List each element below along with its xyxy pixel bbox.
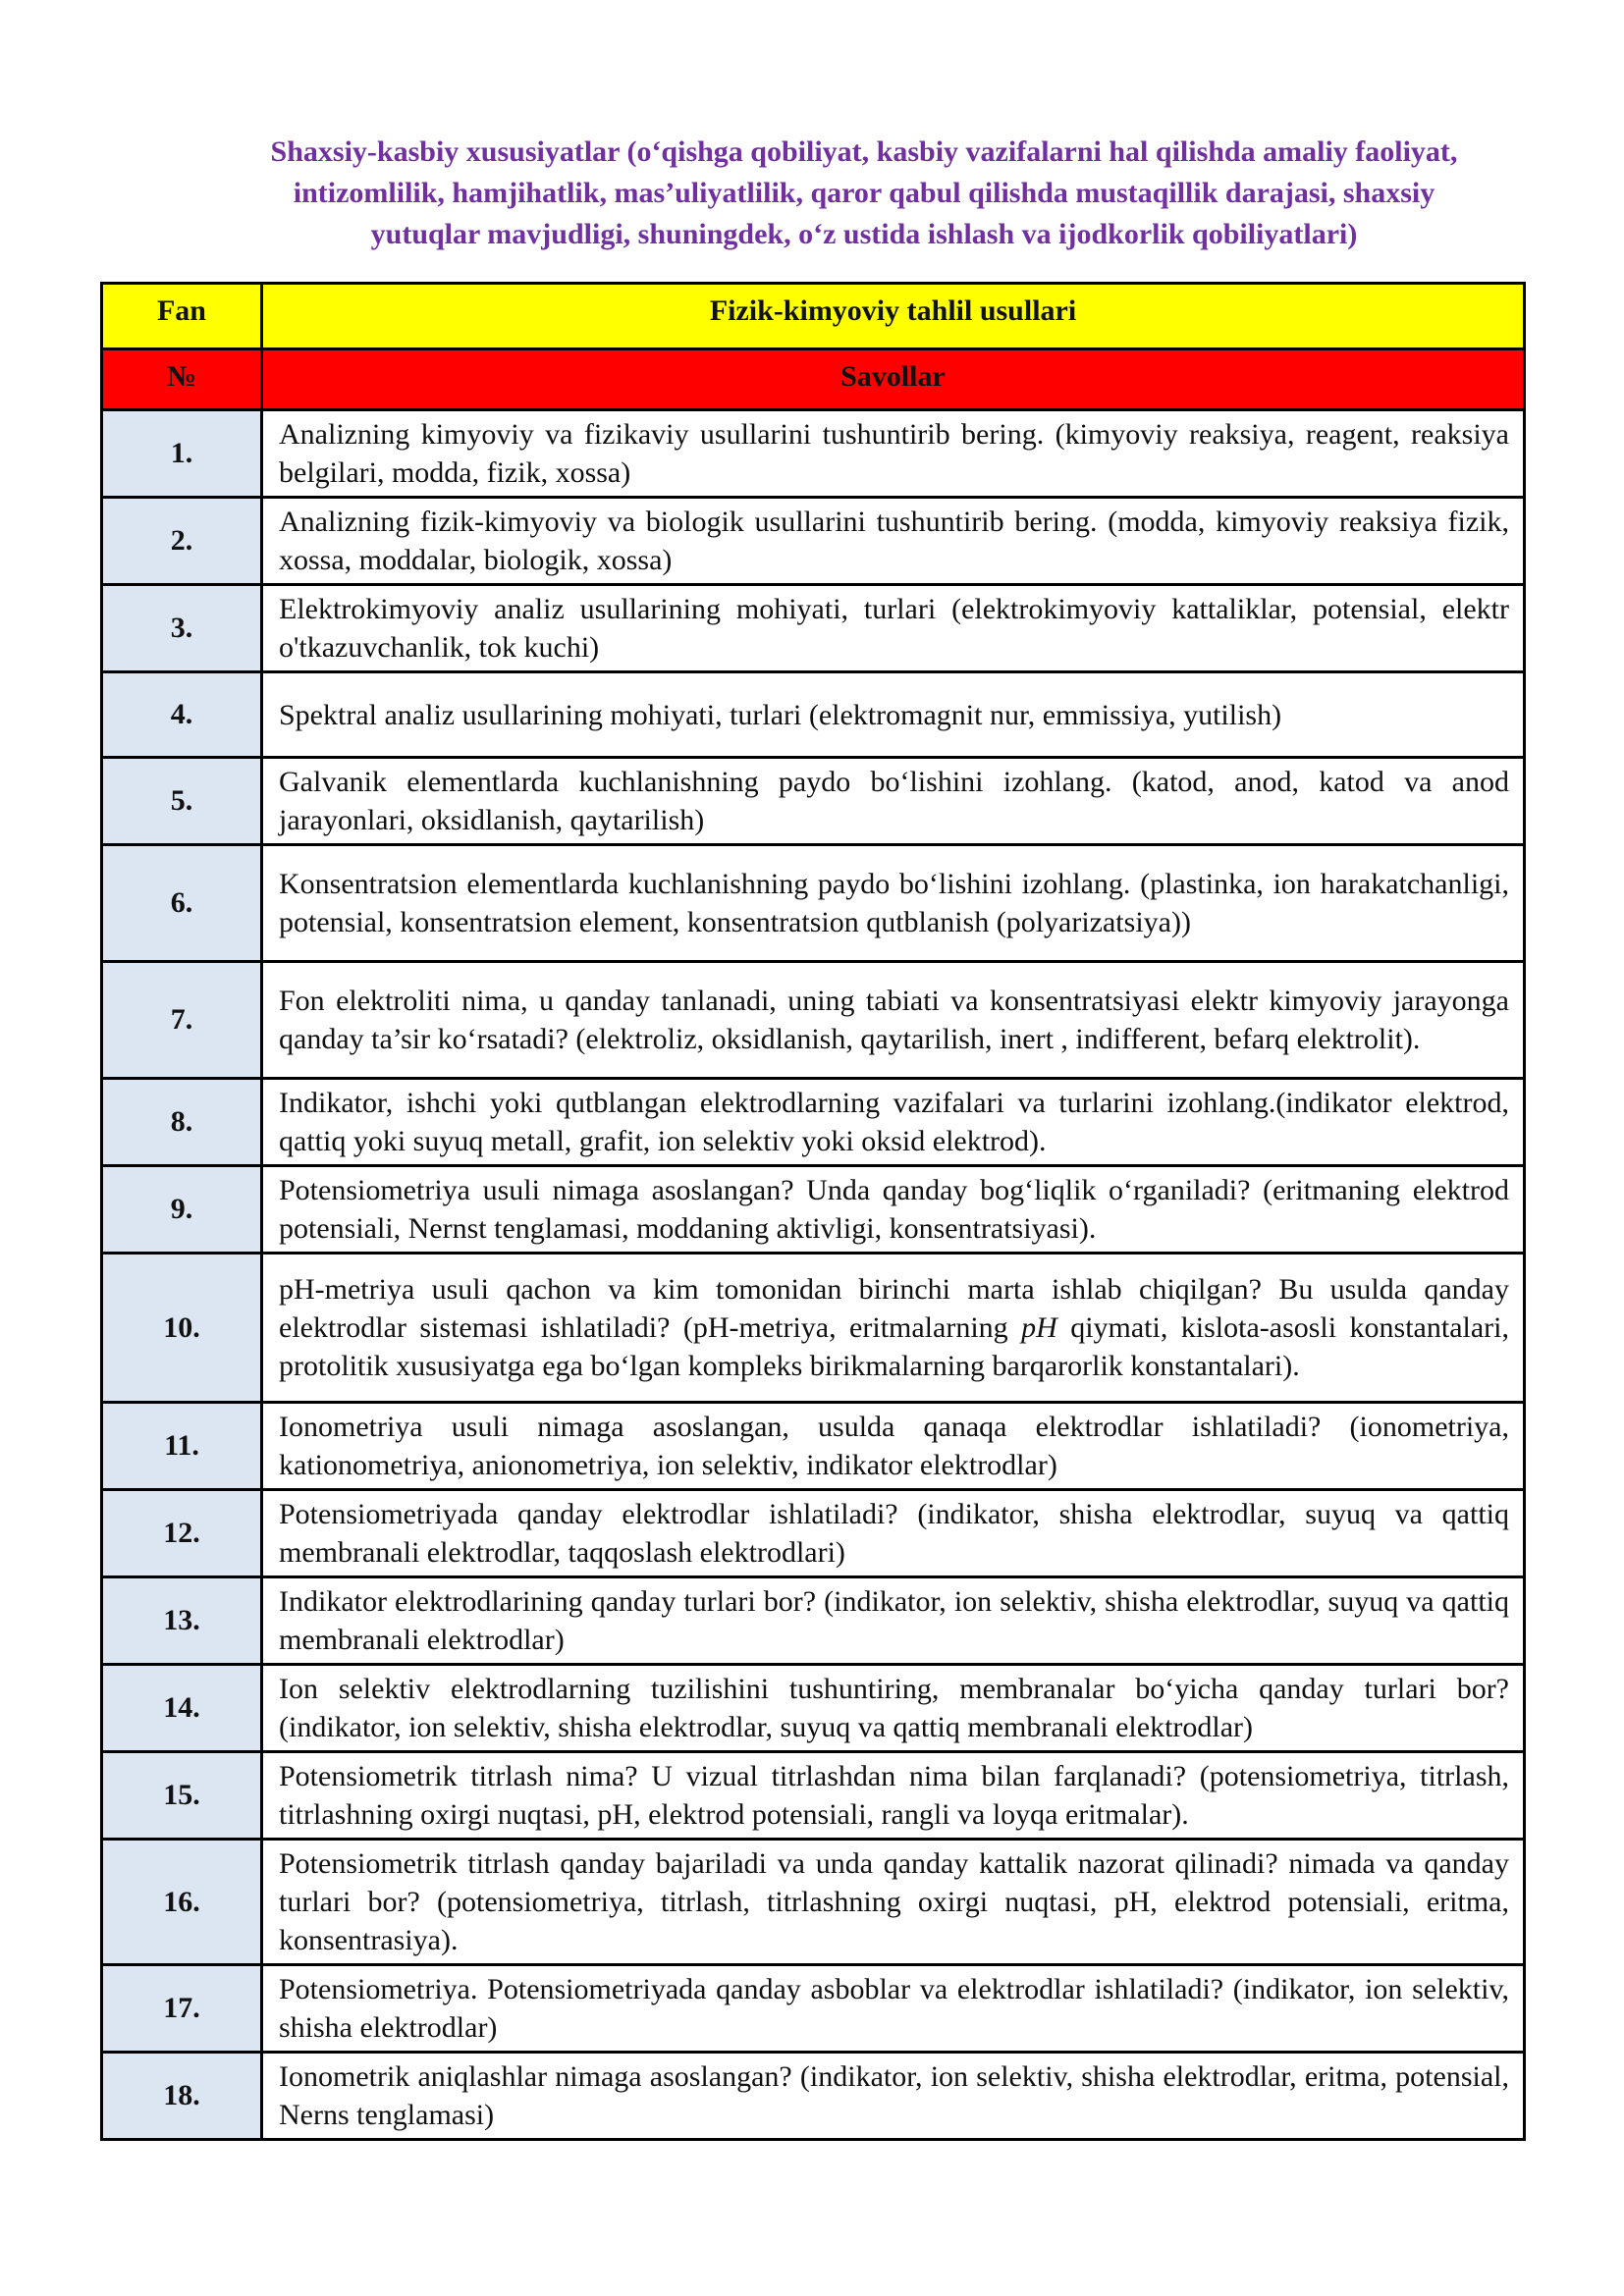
question-text: Potensiometrik titrlash nima? U vizual titrlashdan nima bilan farqlanadi? (potensiometriya, titrlash, titrlashning oxirgi nuqtasi, pH, elektrod potensiali, rangli va loyqa eritmalar).: [262, 1752, 1525, 1840]
question-text-part: pH-metriya usuli qachon va kim tomonidan birinchi marta ishlab chiqilgan? Bu usulda qanday elektrodlar sistemasi ishlatiladi? (pH-metriya, eritmalarning: [279, 1273, 1509, 1344]
page-heading: [187, 132, 1542, 255]
row-number: 11.: [102, 1403, 262, 1490]
heading-line-1: Shaxsiy-kasbiy xususiyatlar (oʻqishga qobiliyat, kasbiy vazifalarni hal qilishda amaliy faoliyat,: [270, 135, 1458, 168]
row-number: 13.: [102, 1577, 262, 1665]
table-row: [102, 1490, 1525, 1577]
row-number: 18.: [102, 2053, 262, 2140]
table-row: [102, 1665, 1525, 1752]
table-row: [102, 672, 1525, 758]
table-row: [102, 1840, 1525, 1965]
table-row: [102, 845, 1525, 962]
table-row: [102, 1079, 1525, 1166]
question-text: Fon elektroliti nima, u qanday tanlanadi, uning tabiati va konsentratsiyasi elektr kimyoviy jarayonga qanday ta’sir koʻrsatadi? (elektroliz, oksidlanish, qaytarilish, inert , indifferent, befarq elektrolit).: [262, 962, 1525, 1079]
table-row: [102, 962, 1525, 1079]
table-row: [102, 1752, 1525, 1840]
row-number: 6.: [102, 845, 262, 962]
heading-line-2: intizomlilik, hamjihatlik, mas’uliyatlilik, qaror qabul qilishda mustaqillik darajasi, shaxsiy: [293, 177, 1435, 209]
question-text: Spektral analiz usullarining mohiyati, turlari (elektromagnit nur, emmissiya, yutilish): [262, 672, 1525, 758]
row-number: 7.: [102, 962, 262, 1079]
row-number: 9.: [102, 1166, 262, 1254]
row-number: 16.: [102, 1840, 262, 1965]
question-text: Potensiometriya. Potensiometriyada qanday asboblar va elektrodlar ishlatiladi? (indikator, ion selektiv, shisha elektrodlar): [262, 1965, 1525, 2053]
row-number: 4.: [102, 672, 262, 758]
question-text: Ion selektiv elektrodlarning tuzilishini tushuntiring, membranalar boʻyicha qanday turlari bor? (indikator, ion selektiv, shisha elektrodlar, suyuq va qattiq membranali elektrodlar): [262, 1665, 1525, 1752]
table-row: [102, 498, 1525, 585]
question-text: Elektrokimyoviy analiz usullarining mohiyati, turlari (elektrokimyoviy kattaliklar, potensial, elektr o'tkazuvchanlik, tok kuchi): [262, 585, 1525, 672]
row-number: 15.: [102, 1752, 262, 1840]
table-row: [102, 1166, 1525, 1254]
table-row: [102, 758, 1525, 845]
question-text: Potensiometriya usuli nimaga asoslangan? Unda qanday bogʻliqlik oʻrganiladi? (eritmaning elektrod potensiali, Nernst tenglamasi, moddaning aktivligi, konsentratsiyasi).: [262, 1166, 1525, 1254]
question-text: Ionometriya usuli nimaga asoslangan, usulda qanaqa elektrodlar ishlatiladi? (ionometriya, kationometriya, anionometriya, ion selektiv, indikator elektrodlar): [262, 1403, 1525, 1490]
question-text: [262, 1254, 1525, 1403]
row-number: 1.: [102, 410, 262, 498]
table-row: [102, 1577, 1525, 1665]
number-label: №: [102, 349, 262, 410]
question-text: Indikator elektrodlarining qanday turlari bor? (indikator, ion selektiv, shisha elektrodlar, suyuq va qattiq membranali elektrodlar): [262, 1577, 1525, 1665]
table-row: [102, 1403, 1525, 1490]
row-number: 2.: [102, 498, 262, 585]
fan-value: Fizik-kimyoviy tahlil usullari: [262, 284, 1525, 349]
question-text-part: qiymati, kislota-asosli konstantalari, protolitik xususiyatga ega boʻlgan kompleks birikmalarning barqarorlik konstantalari).: [279, 1311, 1509, 1382]
question-text: Potensiometrik titrlash qanday bajariladi va unda qanday kattalik nazorat qilinadi? nimada va qanday turlari bor? (potensiometriya, titrlash, titrlashning oxirgi nuqtasi, pH, elektrod potensiali, eritma, konsentrasiya).: [262, 1840, 1525, 1965]
question-text: Analizning fizik-kimyoviy va biologik usullarini tushuntirib bering. (modda, kimyoviy reaksiya fizik, xossa, moddalar, biologik, xossa): [262, 498, 1525, 585]
table-row: [102, 2053, 1525, 2140]
question-text: Potensiometriyada qanday elektrodlar ishlatiladi? (indikator, shisha elektrodlar, suyuq va qattiq membranali elektrodlar, taqqoslash elektrodlari): [262, 1490, 1525, 1577]
row-number: 8.: [102, 1079, 262, 1166]
fan-label: Fan: [102, 284, 262, 349]
question-text: Ionometrik aniqlashlar nimaga asoslangan? (indikator, ion selektiv, shisha elektrodlar, eritma, potensial, Nerns tenglamasi): [262, 2053, 1525, 2140]
heading-line-3: yutuqlar mavjudligi, shuningdek, oʻz ustida ishlash va ijodkorlik qobiliyatlari): [370, 218, 1358, 250]
question-text: Galvanik elementlarda kuchlanishning paydo boʻlishini izohlang. (katod, anod, katod va anod jarayonlari, oksidlanish, qaytarilish): [262, 758, 1525, 845]
question-text: Analizning kimyoviy va fizikaviy usullarini tushuntirib bering. (kimyoviy reaksiya, reagent, reaksiya belgilari, modda, fizik, xossa): [262, 410, 1525, 498]
question-text: Konsentratsion elementlarda kuchlanishning paydo boʻlishini izohlang. (plastinka, ion harakatchanligi, potensial, konsentratsion element, konsentratsion qutblanish (polyarizatsiya)): [262, 845, 1525, 962]
table-row: [102, 1254, 1525, 1403]
questions-header-row: [102, 349, 1525, 410]
questions-label: Savollar: [262, 349, 1525, 410]
row-number: 10.: [102, 1254, 262, 1403]
table-row: [102, 410, 1525, 498]
row-number: 5.: [102, 758, 262, 845]
row-number: 12.: [102, 1490, 262, 1577]
table-row: [102, 585, 1525, 672]
row-number: 3.: [102, 585, 262, 672]
ph-symbol: pH: [1021, 1311, 1057, 1344]
row-number: 14.: [102, 1665, 262, 1752]
subject-header-row: [102, 284, 1525, 349]
questions-table: [100, 282, 1526, 2141]
table-row: [102, 1965, 1525, 2053]
question-text: Indikator, ishchi yoki qutblangan elektrodlarning vazifalari va turlarini izohlang.(indikator elektrod, qattiq yoki suyuq metall, grafit, ion selektiv yoki oksid elektrod).: [262, 1079, 1525, 1166]
row-number: 17.: [102, 1965, 262, 2053]
